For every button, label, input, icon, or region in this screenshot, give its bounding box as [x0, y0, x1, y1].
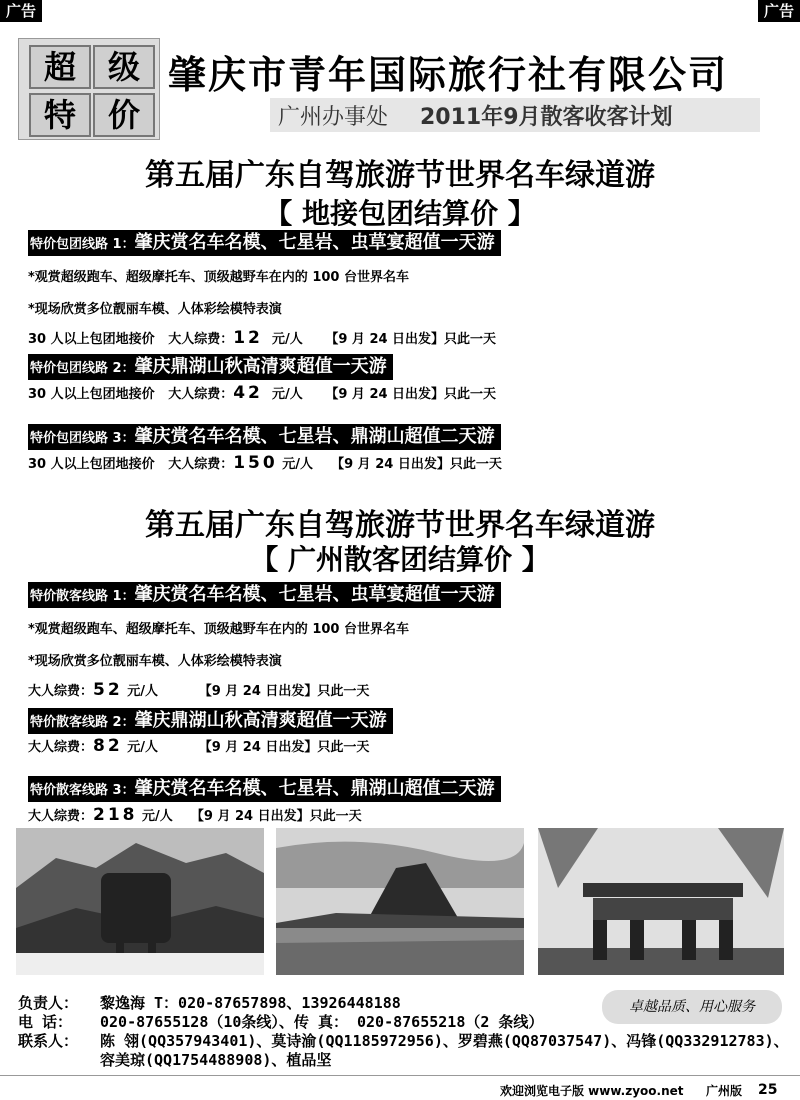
special-price-badge	[18, 38, 160, 140]
price-line: 大人综费：52 元/人 【9 月 24 日出发】只此一天	[28, 680, 370, 700]
plan-title: 2011年9月散客收客计划	[420, 105, 673, 130]
note-line: *现场欣赏多位靓丽车模、人体彩绘模特表演	[28, 302, 282, 317]
ad-label-right: 广告	[758, 0, 800, 22]
price-value: 218	[93, 805, 138, 825]
price-value: 52	[93, 680, 123, 700]
office-name: 广州办事处	[278, 105, 389, 130]
route-banner: 特价包团线路 2：肇庆鼎湖山秋高清爽超值一天游	[28, 354, 393, 380]
badge-char: 超	[29, 45, 91, 89]
badge-char: 特	[29, 93, 91, 137]
price-line: 大人综费：218 元/人 【9 月 24 日出发】只此一天	[28, 805, 362, 825]
photo-seven-star-crags	[276, 828, 524, 975]
footer-site: 欢迎浏览电子版 www.zyoo.net	[500, 1084, 684, 1098]
route-banner: 特价散客线路 3：肇庆赏名车名模、七星岩、鼎湖山超值二天游	[28, 776, 501, 802]
contact-liaison: 联系人： 陈 翎(QQ357943401)、莫诗渝(QQ1185972956)、罗碧燕(QQ87037547)、冯锋(QQ332912783)、	[18, 1032, 789, 1050]
route-banner: 特价包团线路 1：肇庆赏名车名模、七星岩、虫草宴超值一天游	[28, 230, 501, 256]
badge-char: 级	[93, 45, 155, 89]
route-banner: 特价散客线路 1：肇庆赏名车名模、七星岩、虫草宴超值一天游	[28, 582, 501, 608]
ad-label-left: 广告	[0, 0, 42, 22]
note-line: *观赏超级跑车、超级摩托车、顶级越野车在内的 100 台世界名车	[28, 270, 409, 285]
contact-manager: 负责人： 黎逸海 T：020-87657898、13926448188	[18, 994, 401, 1012]
route-banner: 特价散客线路 2：肇庆鼎湖山秋高清爽超值一天游	[28, 708, 393, 734]
section1-headline: 第五届广东自驾旅游节世界名车绿道游	[145, 158, 655, 193]
price-line: 30 人以上包团地接价 大人综费：150 元/人 【9 月 24 日出发】只此一天	[28, 453, 502, 473]
page-number: 25	[758, 1082, 778, 1098]
price-value: 150	[233, 453, 278, 473]
company-name: 肇庆市青年国际旅行社有限公司	[168, 52, 729, 97]
photo-memorial-archway	[538, 828, 784, 975]
price-value: 42	[233, 383, 263, 403]
slogan-badge: 卓越品质、用心服务	[602, 990, 782, 1024]
price-line: 30 人以上包团地接价 大人综费：42 元/人 【9 月 24 日出发】只此一天	[28, 383, 497, 403]
price-value: 82	[93, 736, 123, 756]
contact-phone: 电 话： 020-87655128（10条线）、传 真： 020-87655218（2 条线）	[18, 1013, 544, 1031]
note-line: *现场欣赏多位靓丽车模、人体彩绘模特表演	[28, 654, 282, 669]
route-banner: 特价包团线路 3：肇庆赏名车名模、七星岩、鼎湖山超值二天游	[28, 424, 501, 450]
price-line: 大人综费：82 元/人 【9 月 24 日出发】只此一天	[28, 736, 370, 756]
photo-dinghu-mountain	[16, 828, 264, 975]
contact-liaison-cont: 容美琼(QQ1754488908)、植品坚	[100, 1051, 332, 1069]
badge-char: 价	[93, 93, 155, 137]
price-value: 12	[233, 328, 263, 348]
section1-subheadline: 【 地接包团结算价 】	[264, 197, 536, 230]
price-line: 30 人以上包团地接价 大人综费：12 元/人 【9 月 24 日出发】只此一天	[28, 328, 497, 348]
section2-headline: 第五届广东自驾旅游节世界名车绿道游	[145, 508, 655, 543]
note-line: *观赏超级跑车、超级摩托车、顶级越野车在内的 100 台世界名车	[28, 622, 409, 637]
section2-subheadline: 【 广州散客团结算价 】	[250, 543, 550, 576]
footer-edition: 广州版	[706, 1084, 743, 1098]
page-footer	[0, 1075, 800, 1098]
